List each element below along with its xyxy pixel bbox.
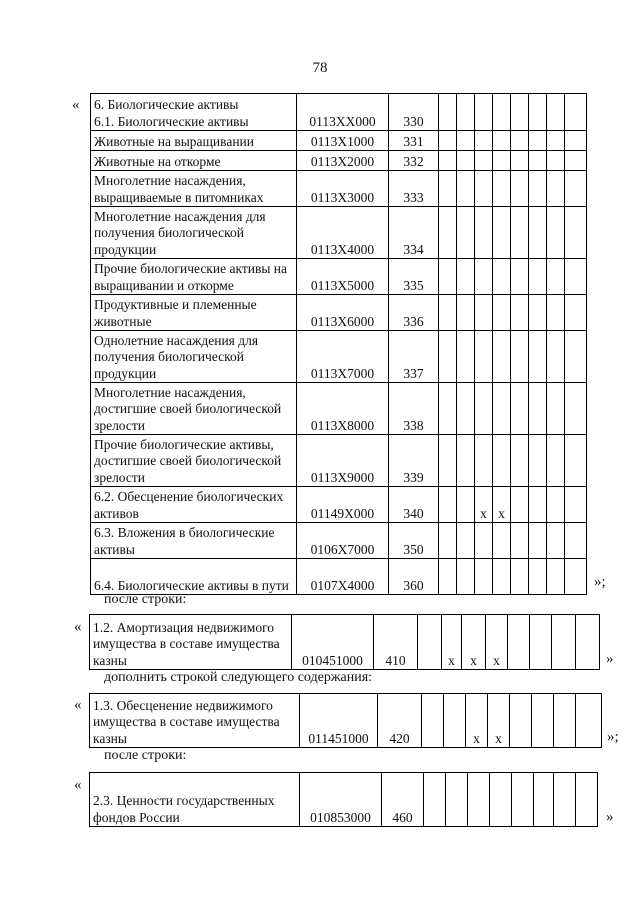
row-code: 0113X7000: [297, 331, 389, 383]
row-mark: [475, 383, 493, 435]
row-mark: [493, 171, 511, 207]
row-mark: [493, 151, 511, 171]
row-mark: [529, 331, 547, 383]
row-mark: [511, 383, 529, 435]
row-name: Животные на выращивании: [91, 131, 297, 151]
table-row: [91, 295, 587, 331]
row-mark: [439, 259, 457, 295]
row-mark: [475, 131, 493, 151]
row-mark: [511, 435, 529, 487]
after-line-text: после строки:: [104, 592, 187, 607]
row-name: 6.3. Вложения в биологические активы: [91, 523, 297, 559]
row-mark: [493, 259, 511, 295]
row-mark: [529, 559, 547, 595]
row-mark: [576, 773, 598, 827]
row-mark: [511, 131, 529, 151]
row-mark: [418, 615, 442, 670]
row-mark: [565, 295, 587, 331]
row-mark: x: [462, 615, 486, 670]
table-row: [90, 615, 600, 670]
row-mark: [439, 523, 457, 559]
row-line-number: 350: [389, 523, 439, 559]
row-mark: [439, 171, 457, 207]
row-mark: x: [488, 694, 510, 748]
row-name: Животные на откорме: [91, 151, 297, 171]
row-mark: [552, 615, 576, 670]
row-mark: [468, 773, 490, 827]
row-code: 0113XX000: [297, 94, 389, 131]
row-mark: [457, 207, 475, 259]
open-quote: «: [74, 697, 82, 713]
row-mark: [457, 151, 475, 171]
amortization-table: [89, 614, 600, 670]
row-mark: [565, 383, 587, 435]
row-code: 011451000: [300, 694, 378, 748]
open-quote: «: [74, 619, 82, 635]
row-mark: [511, 151, 529, 171]
row-mark: [547, 151, 565, 171]
close-quote: »: [606, 809, 614, 825]
table-row: [91, 171, 587, 207]
row-mark: [457, 331, 475, 383]
row-mark: [439, 331, 457, 383]
row-mark: [475, 559, 493, 595]
row-line-number: 337: [389, 331, 439, 383]
row-code: 010853000: [300, 773, 382, 827]
row-mark: [565, 331, 587, 383]
row-line-number: 420: [378, 694, 422, 748]
row-mark: [529, 295, 547, 331]
row-mark: [565, 487, 587, 523]
row-line-number: 339: [389, 435, 439, 487]
row-mark: [547, 259, 565, 295]
row-mark: [529, 207, 547, 259]
row-mark: [493, 523, 511, 559]
row-code: 0113X1000: [297, 131, 389, 151]
row-mark: [457, 435, 475, 487]
row-mark: [511, 259, 529, 295]
row-line-number: 410: [374, 615, 418, 670]
row-mark: [439, 94, 457, 131]
row-mark: [493, 131, 511, 151]
row-mark: [511, 171, 529, 207]
row-mark: [508, 615, 530, 670]
table-row: [90, 694, 602, 748]
row-mark: [511, 487, 529, 523]
row-mark: x: [493, 487, 511, 523]
row-name: 6.2. Обесценение биологических активов: [91, 487, 297, 523]
row-mark: x: [475, 487, 493, 523]
row-line-number: 338: [389, 383, 439, 435]
add-line-text: дополнить строкой следующего содержания:: [104, 670, 373, 685]
row-mark: [439, 559, 457, 595]
row-line-number: 336: [389, 295, 439, 331]
row-mark: x: [466, 694, 488, 748]
row-line-number: 360: [389, 559, 439, 595]
table-row: [91, 131, 587, 151]
row-mark: [529, 171, 547, 207]
row-mark: [457, 487, 475, 523]
row-mark: [547, 131, 565, 151]
row-mark: [475, 171, 493, 207]
row-mark: [529, 523, 547, 559]
row-mark: [439, 487, 457, 523]
row-code: 0113X3000: [297, 171, 389, 207]
row-mark: [547, 559, 565, 595]
row-mark: [565, 131, 587, 151]
row-mark: [565, 559, 587, 595]
row-mark: [511, 295, 529, 331]
table-row: [91, 151, 587, 171]
close-quote-semicolon: »;: [594, 574, 606, 590]
row-mark: [493, 559, 511, 595]
table-row: [91, 435, 587, 487]
row-name: Многолетние насаждения, достигшие своей биологической зрелости: [91, 383, 297, 435]
row-mark: [457, 131, 475, 151]
row-mark: [510, 694, 532, 748]
row-mark: [565, 259, 587, 295]
row-mark: [493, 207, 511, 259]
row-mark: [439, 295, 457, 331]
row-mark: [554, 773, 576, 827]
row-mark: [547, 383, 565, 435]
row-mark: [529, 383, 547, 435]
row-code: 0106X7000: [297, 523, 389, 559]
row-mark: x: [486, 615, 508, 670]
row-mark: [424, 773, 446, 827]
row-line-number: 332: [389, 151, 439, 171]
row-code: 0107X4000: [297, 559, 389, 595]
table-row: [91, 207, 587, 259]
row-mark: [547, 94, 565, 131]
row-code: 0113X4000: [297, 207, 389, 259]
row-line-number: 335: [389, 259, 439, 295]
row-mark: [457, 559, 475, 595]
row-name: 2.3. Ценности государственных фондов России: [90, 773, 300, 827]
row-mark: [439, 131, 457, 151]
table-row: [91, 94, 587, 131]
row-mark: [547, 171, 565, 207]
row-mark: [475, 207, 493, 259]
table-row: [91, 383, 587, 435]
row-code: 010451000: [292, 615, 374, 670]
row-mark: [565, 207, 587, 259]
row-mark: x: [442, 615, 462, 670]
row-mark: [439, 151, 457, 171]
row-mark: [511, 207, 529, 259]
row-mark: [475, 523, 493, 559]
row-name: 1.3. Обесценение недвижимого имущества в составе имущества казны: [90, 694, 300, 748]
row-mark: [457, 383, 475, 435]
row-name: 1.2. Амортизация недвижимого имущества в составе имущества казны: [90, 615, 292, 670]
row-mark: [576, 694, 602, 748]
impairment-table: [89, 693, 602, 748]
row-mark: [444, 694, 466, 748]
row-mark: [493, 383, 511, 435]
row-mark: [547, 331, 565, 383]
row-mark: [439, 383, 457, 435]
table-row: [91, 523, 587, 559]
row-code: 0113X5000: [297, 259, 389, 295]
row-line-number: 340: [389, 487, 439, 523]
row-line-number: 333: [389, 171, 439, 207]
row-mark: [457, 259, 475, 295]
row-code: 0113X2000: [297, 151, 389, 171]
row-mark: [493, 331, 511, 383]
row-mark: [547, 207, 565, 259]
table-row: [91, 331, 587, 383]
row-mark: [547, 523, 565, 559]
row-mark: [529, 259, 547, 295]
row-mark: [493, 295, 511, 331]
row-mark: [530, 615, 552, 670]
row-mark: [493, 435, 511, 487]
row-name: Прочие биологические активы, достигшие своей биологической зрелости: [91, 435, 297, 487]
row-mark: [554, 694, 576, 748]
row-line-number: 460: [382, 773, 424, 827]
table-row: [91, 559, 587, 595]
row-mark: [529, 131, 547, 151]
row-line-number: 331: [389, 131, 439, 151]
row-mark: [565, 523, 587, 559]
state-funds-table: [89, 772, 598, 827]
row-mark: [565, 94, 587, 131]
row-code: 0113X9000: [297, 435, 389, 487]
row-mark: [457, 171, 475, 207]
row-mark: [457, 94, 475, 131]
row-mark: [446, 773, 468, 827]
row-mark: [547, 487, 565, 523]
row-mark: [475, 295, 493, 331]
row-mark: [532, 694, 554, 748]
row-mark: [457, 295, 475, 331]
row-name: Многолетние насаждения для получения биологической продукции: [91, 207, 297, 259]
row-mark: [547, 435, 565, 487]
row-mark: [511, 331, 529, 383]
row-line-number: 334: [389, 207, 439, 259]
row-code: 0113X8000: [297, 383, 389, 435]
table-row: [91, 487, 587, 523]
row-mark: [565, 171, 587, 207]
open-quote: «: [74, 777, 82, 793]
close-quote: »: [606, 651, 614, 667]
row-mark: [475, 151, 493, 171]
row-name: Прочие биологические активы на выращивании и откорме: [91, 259, 297, 295]
row-mark: [457, 523, 475, 559]
row-mark: [529, 151, 547, 171]
row-mark: [565, 151, 587, 171]
page-number: 78: [312, 60, 328, 76]
row-mark: [576, 615, 600, 670]
row-mark: [490, 773, 512, 827]
row-mark: [493, 94, 511, 131]
row-code: 01149X000: [297, 487, 389, 523]
row-name: Однолетние насаждения для получения биологической продукции: [91, 331, 297, 383]
row-mark: [512, 773, 534, 827]
row-name: 6.4. Биологические активы в пути: [91, 559, 297, 595]
biological-assets-table: [90, 93, 587, 595]
row-name: 6. Биологические активы 6.1. Биологические активы: [91, 94, 297, 131]
row-mark: [422, 694, 444, 748]
row-mark: [475, 259, 493, 295]
row-mark: [529, 487, 547, 523]
row-mark: [511, 94, 529, 131]
row-mark: [511, 559, 529, 595]
close-quote-semicolon: »;: [607, 729, 619, 745]
row-mark: [529, 435, 547, 487]
row-mark: [565, 435, 587, 487]
table-row: [91, 259, 587, 295]
row-mark: [475, 331, 493, 383]
row-line-number: 330: [389, 94, 439, 131]
row-name: Продуктивные и племенные животные: [91, 295, 297, 331]
open-quote: «: [72, 97, 80, 113]
row-mark: [547, 295, 565, 331]
row-name: Многолетние насаждения, выращиваемые в питомниках: [91, 171, 297, 207]
table-row: [90, 773, 598, 827]
row-mark: [439, 435, 457, 487]
row-mark: [475, 435, 493, 487]
row-mark: [511, 523, 529, 559]
after-line-text: после строки:: [104, 748, 187, 763]
row-mark: [534, 773, 554, 827]
row-mark: [475, 94, 493, 131]
row-code: 0113X6000: [297, 295, 389, 331]
row-mark: [439, 207, 457, 259]
row-mark: [529, 94, 547, 131]
